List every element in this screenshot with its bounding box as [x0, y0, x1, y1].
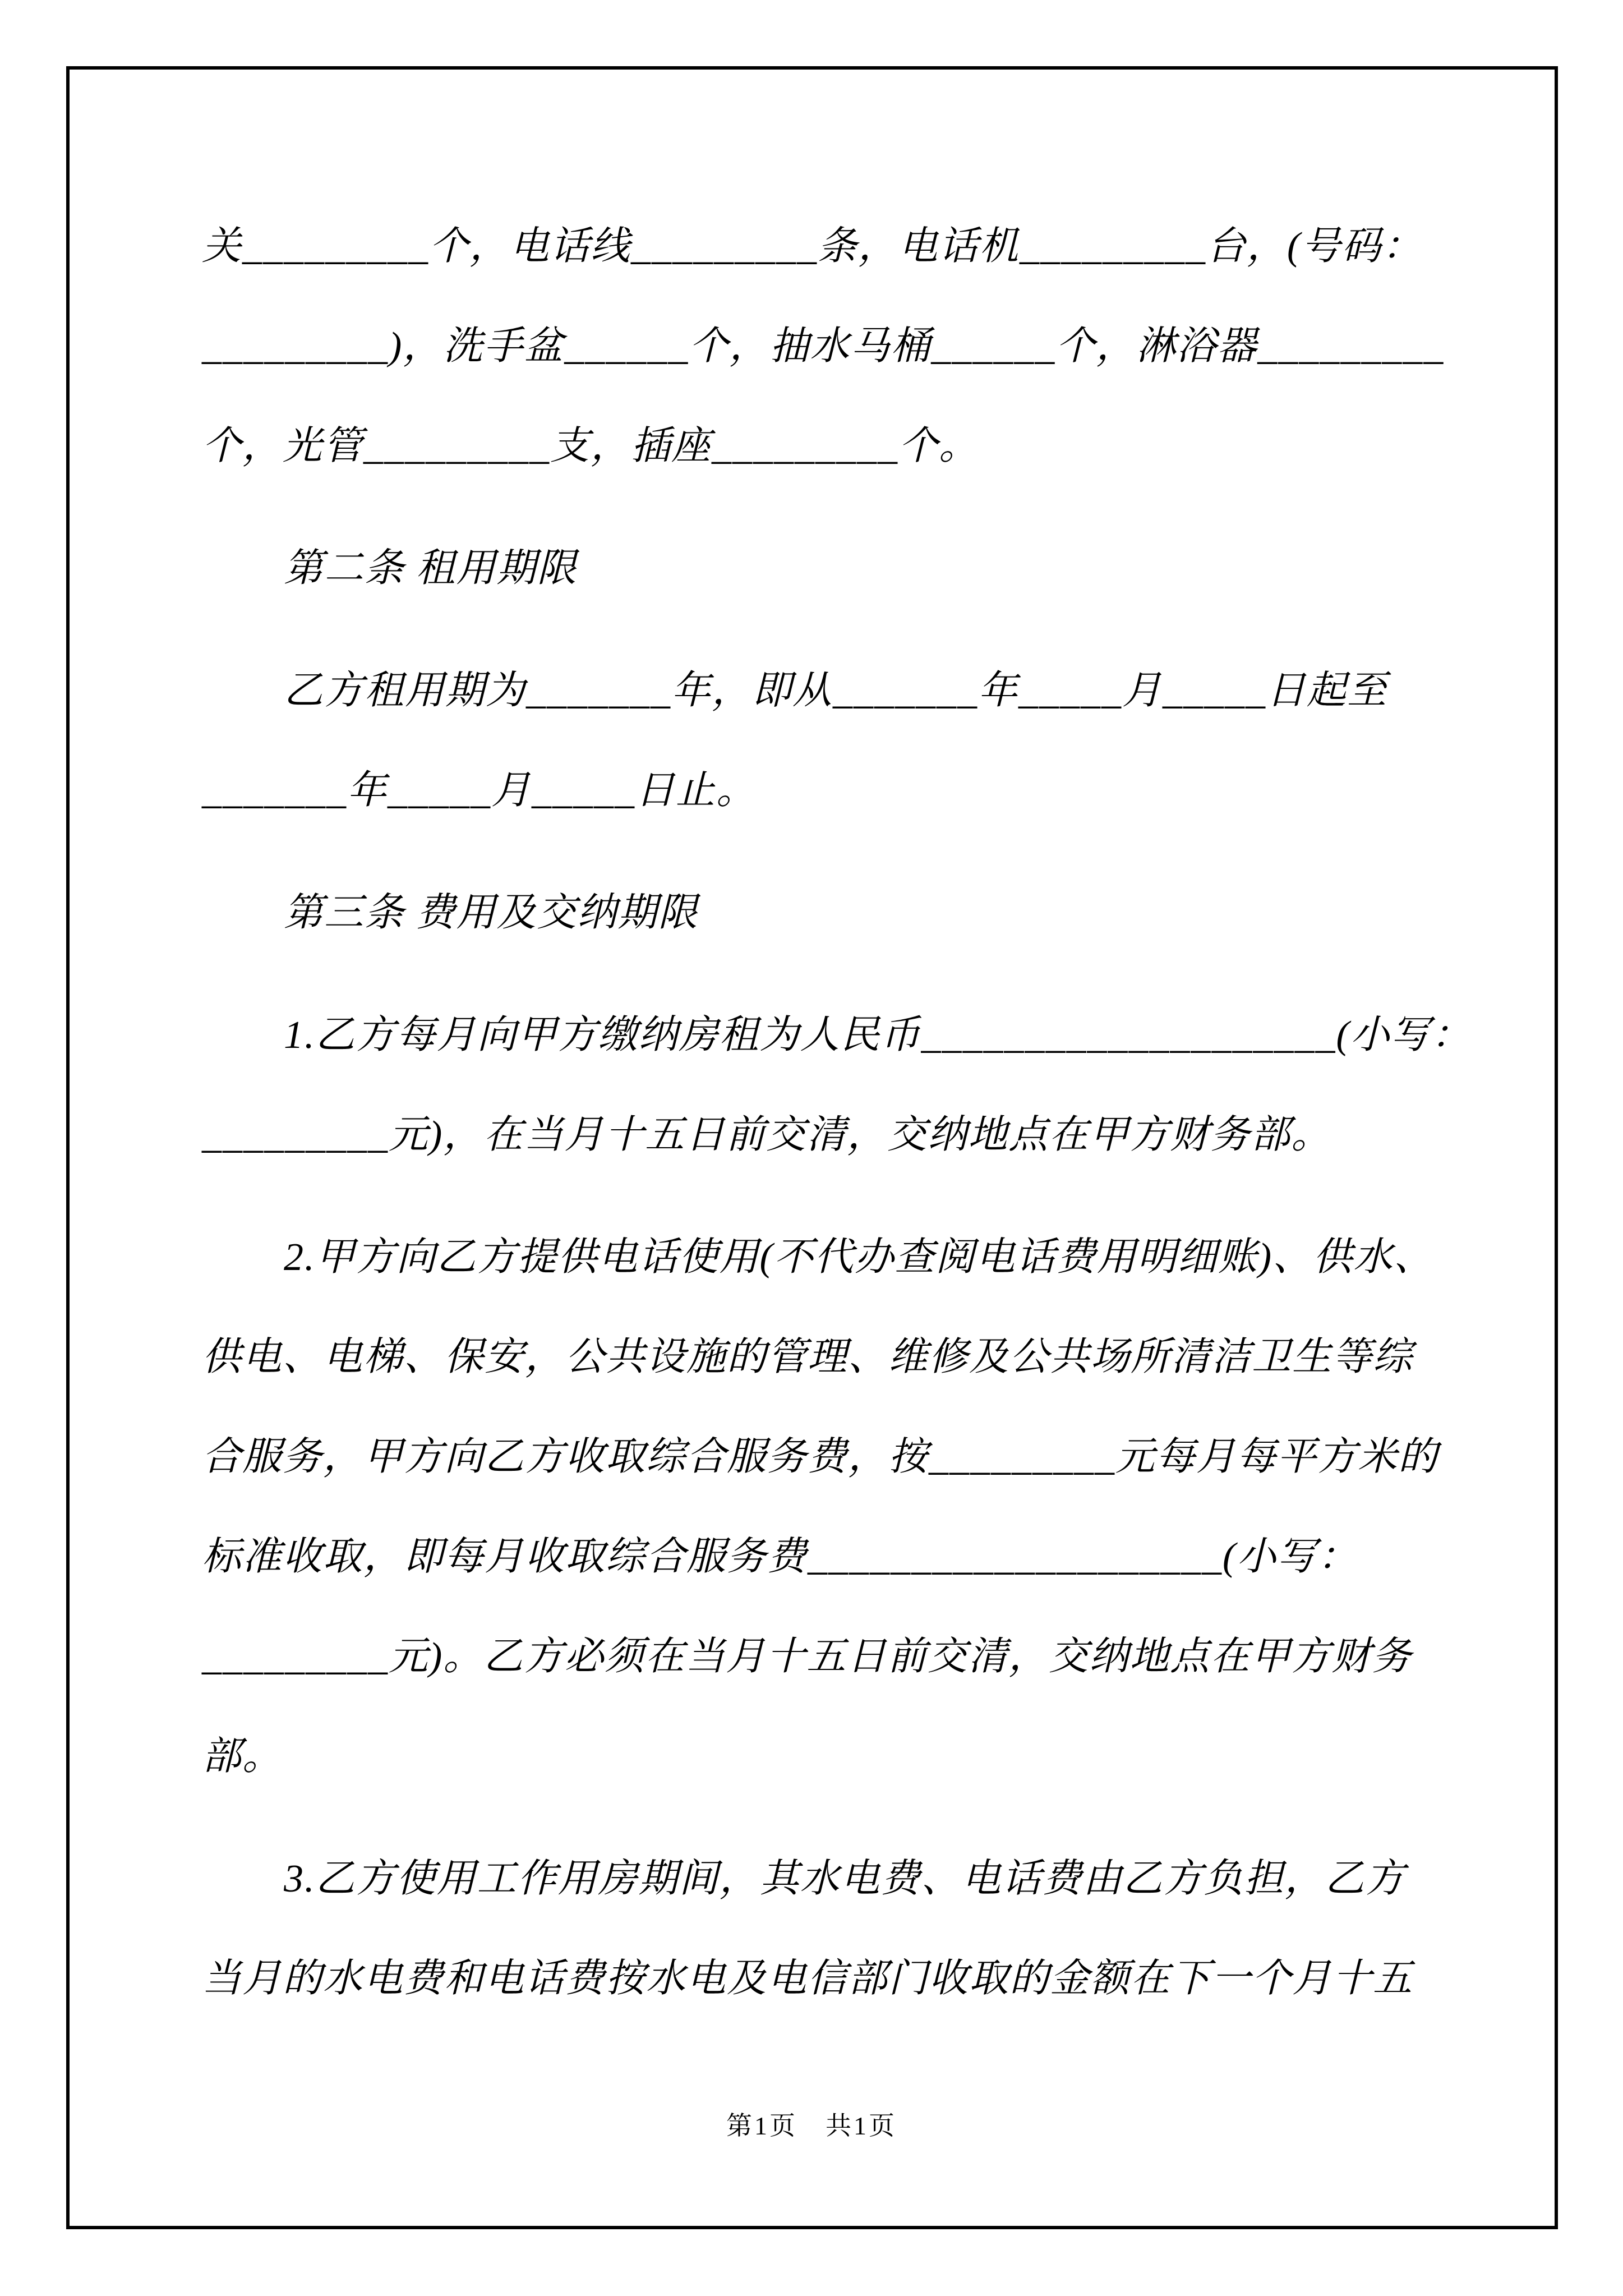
contract-line: _______年_____月_____日止。	[202, 769, 757, 812]
paragraph-utilities	[202, 1829, 1430, 2029]
contract-line: _________)，洗手盆______个，抽水马桶______个，淋浴器_________	[202, 325, 1445, 368]
contract-heading: 第三条 费用及交纳期限	[284, 891, 699, 935]
contract-body	[202, 197, 1472, 2029]
paragraph-lease-term	[202, 641, 1430, 841]
contract-line: 标准收取，即每月收取综合服务费____________________(小写：	[202, 1535, 1358, 1579]
contract-line: 供电、电梯、保安，公共设施的管理、维修及公共场所清洁卫生等综	[202, 1336, 1413, 1379]
contract-line: _________元)。乙方必须在当月十五日前交清，交纳地点在甲方财务	[202, 1635, 1413, 1678]
contract-line: 乙方租用期为_______年，即从_______年_____月_____日起至	[284, 669, 1387, 712]
contract-line: _________元)，在当月十五日前交清，交纳地点在甲方财务部。	[202, 1114, 1332, 1157]
contract-line: 3.乙方使用工作用房期间，其水电费、电话费由乙方负担，乙方	[284, 1857, 1406, 1901]
contract-line: 合服务，甲方向乙方收取综合服务费，按_________元每月每平方米的	[202, 1435, 1438, 1479]
heading-article-2	[202, 519, 1430, 619]
contract-line: 1.乙方每月向甲方缴纳房租为人民币____________________(小写：	[284, 1014, 1472, 1057]
contract-line: 部。	[202, 1735, 283, 1778]
paragraph-rent	[202, 986, 1472, 1185]
contract-line: 当月的水电费和电话费按水电及电信部门收取的金额在下一个月十五	[202, 1957, 1413, 2000]
contract-heading: 第二条 租用期限	[284, 547, 578, 590]
heading-article-3	[202, 863, 1430, 963]
paragraph-fixtures	[202, 197, 1445, 496]
contract-line: 关_________个，电话线_________条，电话机_________台，(号码：	[202, 225, 1423, 268]
paragraph-service-fee	[202, 1208, 1438, 1807]
contract-line: 2.甲方向乙方提供电话使用(不代办查阅电话费用明细账)、供水、	[284, 1236, 1435, 1279]
page-footer: 第1页 共1页	[726, 2111, 897, 2140]
contract-line: 个，光管_________支，插座_________个。	[202, 425, 979, 468]
